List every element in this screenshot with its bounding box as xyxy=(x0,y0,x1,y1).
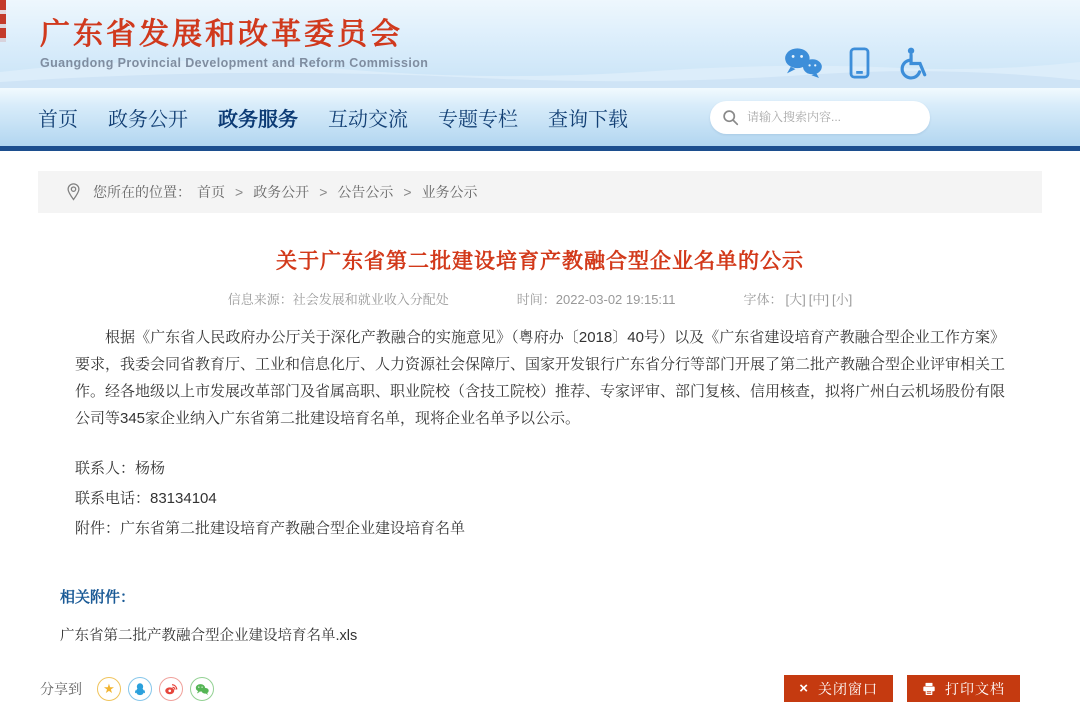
breadcrumb-separator: > xyxy=(235,184,244,200)
nav-item-gov-info[interactable]: 政务公开 xyxy=(108,108,188,131)
search-icon[interactable] xyxy=(722,109,739,126)
font-size-small-button[interactable]: [小] xyxy=(832,292,853,307)
print-document-button[interactable] xyxy=(907,675,1020,702)
site-title: 广东省发展和改革委员会 xyxy=(40,18,403,51)
search-input[interactable] xyxy=(747,110,918,124)
printer-icon xyxy=(922,682,936,696)
nav-item-gov-service[interactable]: 政务服务 xyxy=(218,108,298,131)
breadcrumb-prefix: 您所在的位置： xyxy=(93,184,191,200)
breadcrumb-separator: > xyxy=(403,184,412,200)
font-size-large-button[interactable]: [大] xyxy=(785,292,806,307)
main-navigation xyxy=(0,88,1080,151)
contact-phone: 联系电话：83134104 xyxy=(75,490,217,507)
site-logo xyxy=(40,9,428,70)
accessibility-icon[interactable] xyxy=(896,46,928,80)
nav-item-interaction[interactable]: 互动交流 xyxy=(328,108,408,131)
meta-source-label: 信息来源： xyxy=(227,292,293,307)
breadcrumb-item-business-notice[interactable]: 业务公示 xyxy=(421,184,478,200)
breadcrumb-item-gov-info[interactable]: 政务公开 xyxy=(253,184,310,200)
article-body: 根据《广东省人民政府办公厅关于深化产教融合的实施意见》（粤府办〔2018〕40号）以及《广东省建设培育产教融合型企业工作方案》要求，我委会同省教育厅、工业和信息化厅、人力资源社会保障厅、国家开发银行广东省分行等部门开展了第二批产教融合型企业评审相关工作。经各地级以上市发展改革部门及省属高职、职业院校（含技工院校）推荐、专家评审、部门复核、信用核查，拟将广州白云机场股份有限公司等345家企业纳入广东省第二批建设培育名单，现将企业名单予以公示。 xyxy=(75,329,1006,427)
article-footer xyxy=(40,675,1020,702)
font-size-medium-button[interactable]: [中] xyxy=(808,292,830,307)
meta-source-value: 社会发展和就业收入分配处 xyxy=(292,292,449,307)
close-window-label: 关闭窗口 xyxy=(818,680,878,697)
related-attachments xyxy=(0,586,1080,645)
contact-block xyxy=(60,454,1020,544)
location-pin-icon xyxy=(66,183,81,201)
site-subtitle: Guangdong Provincial Development and Reform Commission xyxy=(40,56,429,70)
close-window-button[interactable] xyxy=(784,675,893,702)
meta-time-value: 2022-03-02 19:15:11 xyxy=(555,292,676,307)
share-wechat-icon[interactable] xyxy=(190,677,214,701)
nav-item-topics[interactable]: 专题专栏 xyxy=(438,108,518,131)
header-quick-links xyxy=(783,46,928,80)
share-weibo-icon[interactable] xyxy=(159,677,183,701)
related-attachments-heading: 相关附件： xyxy=(60,589,136,606)
nav-item-home[interactable]: 首页 xyxy=(38,108,78,131)
article-meta xyxy=(60,289,1020,308)
nav-item-download[interactable]: 查询下载 xyxy=(548,108,628,131)
share-qzone-icon[interactable]: ★ xyxy=(97,677,121,701)
meta-time-label: 时间： xyxy=(516,292,556,307)
left-edge-artifact xyxy=(0,0,6,42)
share-qq-icon[interactable] xyxy=(128,677,152,701)
breadcrumb xyxy=(38,171,1042,213)
page-title: 关于广东省第二批建设培育产教融合型企业名单的公示 xyxy=(276,250,804,273)
mobile-icon[interactable] xyxy=(849,47,870,79)
close-icon: × xyxy=(799,680,809,697)
breadcrumb-separator: > xyxy=(319,184,328,200)
attachment-file-link[interactable]: 广东省第二批产教融合型企业建设培育名单.xls xyxy=(60,628,358,644)
print-document-label: 打印文档 xyxy=(945,680,1005,697)
search-box[interactable] xyxy=(710,101,930,134)
meta-source xyxy=(228,292,449,307)
action-buttons xyxy=(784,675,1020,702)
breadcrumb-item-home[interactable]: 首页 xyxy=(197,184,225,200)
meta-time xyxy=(517,292,676,307)
site-header xyxy=(0,0,1080,88)
attachment-line: 附件：广东省第二批建设培育产教融合型企业建设培育名单 xyxy=(75,520,466,537)
wechat-icon[interactable] xyxy=(783,47,823,79)
meta-font xyxy=(744,292,853,307)
contact-person: 联系人：杨杨 xyxy=(75,460,166,477)
breadcrumb-item-announcements[interactable]: 公告公示 xyxy=(337,184,394,200)
article xyxy=(0,245,1080,544)
share-label: 分享到 xyxy=(40,680,82,697)
meta-font-label: 字体： xyxy=(743,292,783,307)
